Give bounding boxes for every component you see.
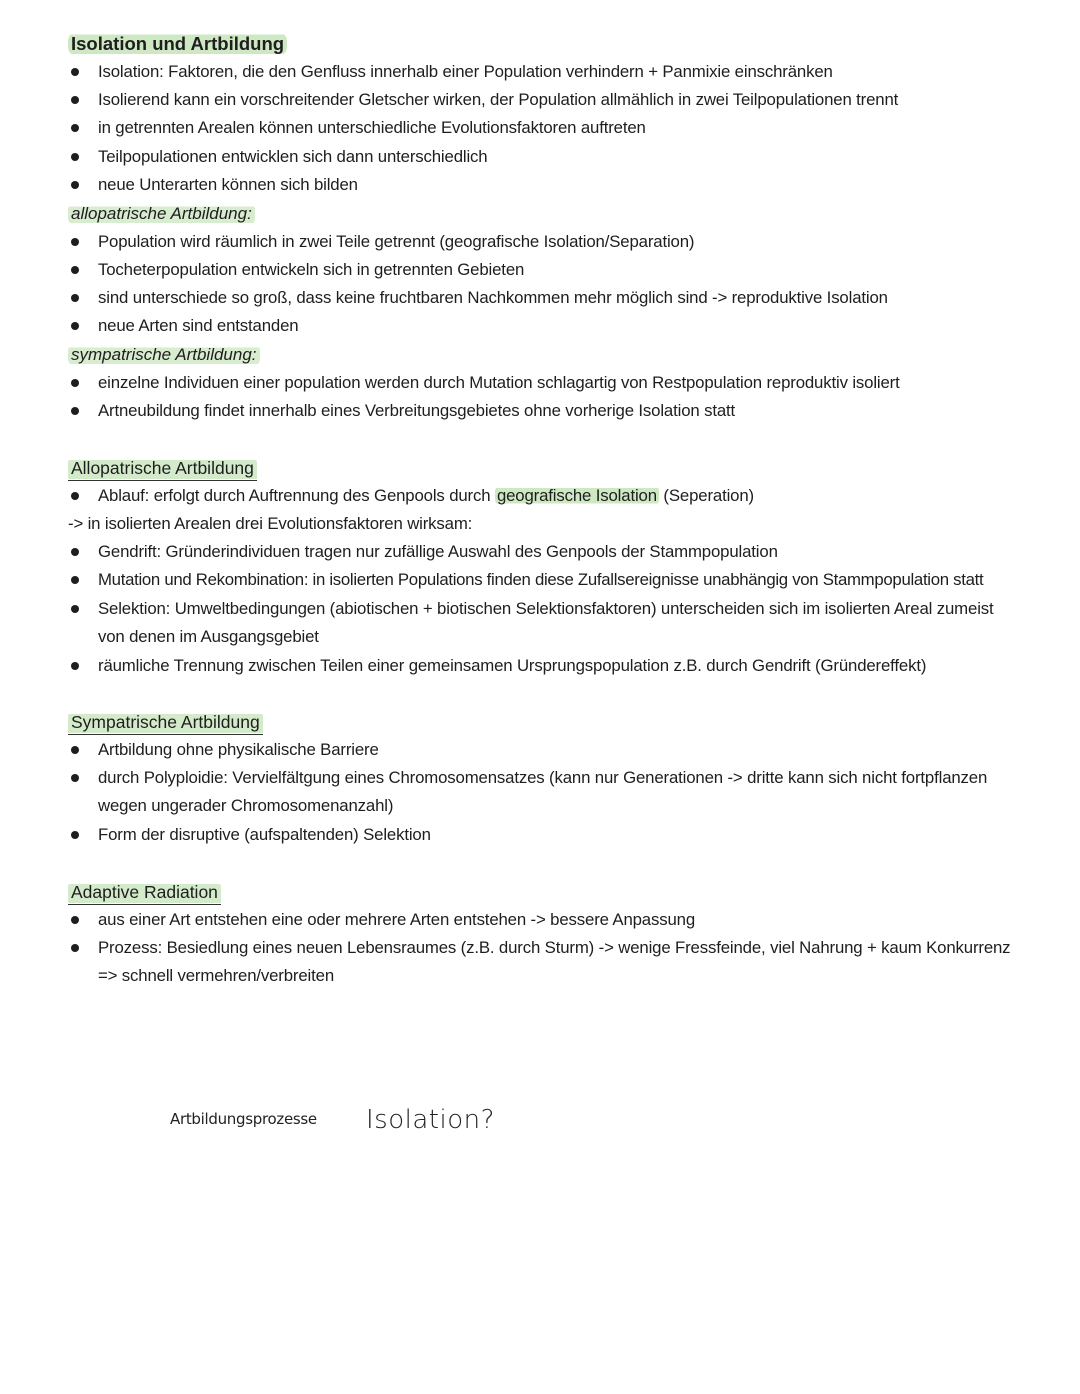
bullet-icon bbox=[71, 576, 79, 584]
bullet-icon bbox=[71, 407, 79, 415]
list-item: Form der disruptive (aufspaltenden) Selektion bbox=[71, 821, 1031, 849]
list-item: Teilpopulationen entwicklen sich dann unterschiedlich bbox=[71, 143, 1031, 171]
bullet-icon bbox=[71, 916, 79, 924]
list-item: Gendrift: Gründerindividuen tragen nur zufällige Auswahl des Genpools der Stammpopulation bbox=[71, 538, 1031, 566]
bullet-icon bbox=[71, 944, 79, 952]
list-item: Tocheterpopulation entwickeln sich in getrennten Gebieten bbox=[71, 256, 1031, 284]
bullet-icon bbox=[71, 662, 79, 670]
bullet-icon bbox=[71, 379, 79, 387]
list-item: Ablauf: erfolgt durch Auftrennung des Genpools durch geografische Isolation (Seperation) bbox=[71, 482, 1031, 510]
bullet-icon bbox=[71, 153, 79, 161]
bullet-icon bbox=[71, 266, 79, 274]
section-title-isolation: Isolation und Artbildung bbox=[68, 32, 287, 56]
list-item: in getrennten Arealen können unterschiedliche Evolutionsfaktoren auftreten bbox=[71, 114, 1031, 142]
list-item: sind unterschiede so groß, dass keine fruchtbaren Nachkommen mehr möglich sind -> reproduktive Isolation bbox=[71, 284, 1031, 312]
list-item: Isolierend kann ein vorschreitender Gletscher wirken, der Population allmählich in zwei Teilpopulationen trennt bbox=[71, 86, 1031, 114]
section-title-adaptive-radiation: Adaptive Radiation bbox=[68, 881, 221, 905]
handwritten-note: Isolation? bbox=[366, 1105, 495, 1135]
bullet-icon bbox=[71, 68, 79, 76]
list-item: durch Polyploidie: Vervielfältgung eines Chromosomensatzes (kann nur Generationen -> dritte kann sich nicht fortpflanzen wegen ungerader Chromosomenanzahl) bbox=[71, 764, 1031, 821]
bullet-icon bbox=[71, 238, 79, 246]
bullet-icon bbox=[71, 96, 79, 104]
bullet-icon bbox=[71, 322, 79, 330]
bullet-icon bbox=[71, 181, 79, 189]
bullet-icon bbox=[71, 746, 79, 754]
list-item: aus einer Art entstehen eine oder mehrere Arten entstehen -> bessere Anpassung bbox=[71, 906, 1031, 934]
section-title-allopatric: Allopatrische Artbildung bbox=[68, 457, 257, 481]
bullet-icon bbox=[71, 492, 79, 500]
highlighted-term: geografische Isolation bbox=[496, 486, 657, 505]
bullet-icon bbox=[71, 548, 79, 556]
bullet-icon bbox=[71, 774, 79, 782]
bullet-icon bbox=[71, 605, 79, 613]
bullet-icon bbox=[71, 294, 79, 302]
arrow-line: -> in isolierten Arealen drei Evolutionsfaktoren wirksam: bbox=[68, 514, 473, 533]
list-item: einzelne Individuen einer population werden durch Mutation schlagartig von Restpopulation reproduktiv isoliert bbox=[71, 369, 1031, 397]
handwritten-note: Artbildungsprozesse bbox=[170, 1110, 317, 1128]
list-item: Isolation: Faktoren, die den Genfluss innerhalb einer Population verhindern + Panmixie einschränken bbox=[71, 58, 1031, 86]
bullet-icon bbox=[71, 831, 79, 839]
section-title-sympatric: Sympatrische Artbildung bbox=[68, 711, 263, 735]
list-item: neue Arten sind entstanden bbox=[71, 312, 1031, 340]
list-item: Mutation und Rekombination: in isolierten Populations finden diese Zufallsereignisse unabhängig von Stammpopulation statt bbox=[71, 566, 1051, 594]
list-item: Population wird räumlich in zwei Teile getrennt (geografische Isolation/Separation) bbox=[71, 228, 1031, 256]
subheading-allopatric: allopatrische Artbildung: bbox=[68, 203, 255, 225]
list-item: Artbildung ohne physikalische Barriere bbox=[71, 736, 1031, 764]
list-item: Artneubildung findet innerhalb eines Verbreitungsgebietes ohne vorherige Isolation statt bbox=[71, 397, 1031, 425]
list-item: neue Unterarten können sich bilden bbox=[71, 171, 1031, 199]
bullet-icon bbox=[71, 124, 79, 132]
list-item: Prozess: Besiedlung eines neuen Lebensraumes (z.B. durch Sturm) -> wenige Fressfeinde, viel Nahrung + kaum Konkurrenz => schnell vermehren/verbreiten bbox=[71, 934, 1031, 991]
list-item: Selektion: Umweltbedingungen (abiotischen + biotischen Selektionsfaktoren) unterscheiden sich im isolierten Areal zumeist von denen im Ausgangsgebiet bbox=[71, 595, 1031, 652]
subheading-sympatric: sympatrische Artbildung: bbox=[68, 344, 260, 366]
list-item: räumliche Trennung zwischen Teilen einer gemeinsamen Ursprungspopulation z.B. durch Gendrift (Gründereffekt) bbox=[71, 652, 1031, 680]
